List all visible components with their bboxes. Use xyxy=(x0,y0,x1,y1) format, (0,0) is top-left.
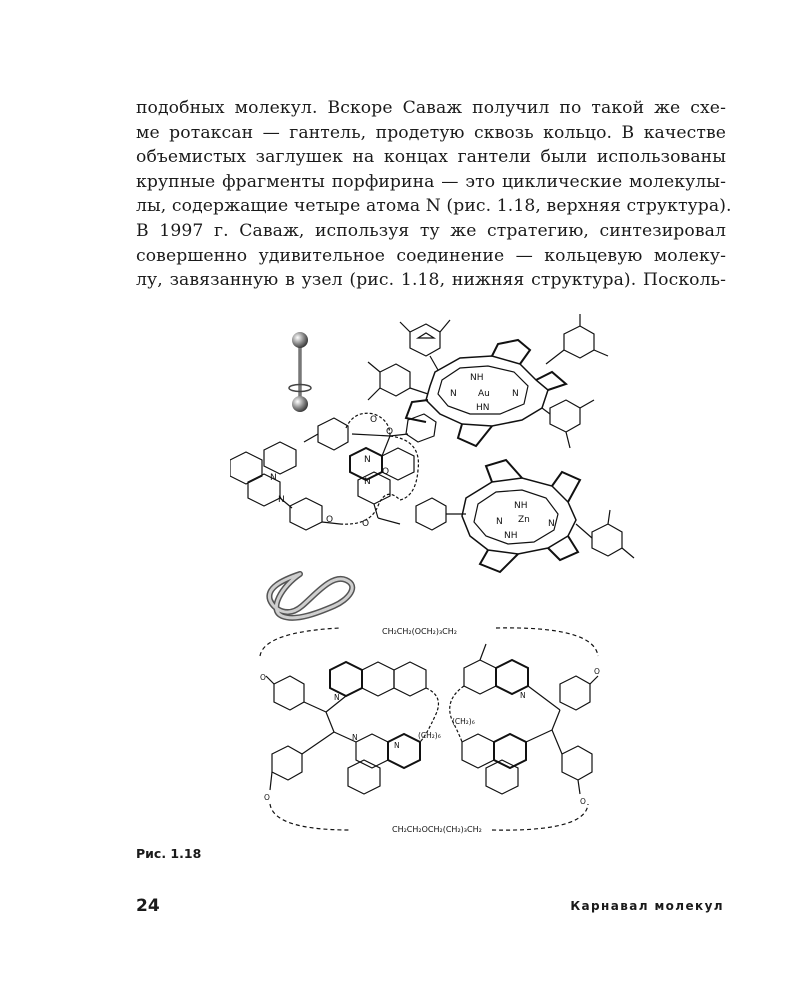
dumbbell-stopper-bottom xyxy=(292,396,308,412)
atom-label: HN xyxy=(476,403,490,413)
dumbbell-stopper-top xyxy=(292,332,308,348)
body-paragraph xyxy=(136,96,732,293)
text-line: ме ротаксан — гантель, продетую сквозь кольцо. В качестве xyxy=(136,122,726,143)
text-line: лы, содержащие четыре атома N (рис. 1.18, верхняя структура). xyxy=(136,196,732,217)
text-line: совершенно удивительное соединение — кольцевую молеку- xyxy=(136,245,726,266)
atom-label: N xyxy=(496,517,503,527)
atom-label: NH xyxy=(514,501,528,511)
atom-label: O xyxy=(594,667,600,676)
top-structure xyxy=(230,314,634,572)
chain-label: CH₂CH₂OCH₂(CH₂)₃CH₂ xyxy=(392,825,482,834)
atom-label: Au xyxy=(478,389,490,399)
knot-structure-labels xyxy=(260,627,600,834)
atom-label: N xyxy=(364,455,371,465)
page-number: 24 xyxy=(136,896,160,916)
figure-caption: Рис. 1.18 xyxy=(136,846,202,861)
text-line: объемистых заглушек на концах гантели были использованы xyxy=(136,147,726,168)
atom-label: O xyxy=(362,519,370,529)
atom-label: N xyxy=(364,477,371,487)
atom-label: O xyxy=(326,515,334,525)
chain-label: (CH₂)₆ xyxy=(418,731,441,740)
atom-label: N xyxy=(334,693,340,702)
atom-label: O xyxy=(264,793,270,802)
atom-label: O xyxy=(580,797,586,806)
knot-structure xyxy=(260,628,598,830)
atom-label: O xyxy=(382,467,390,477)
text-line: подобных молекул. Вскоре Саваж получил по такой же схе- xyxy=(136,98,726,118)
atom-label: O xyxy=(370,415,378,425)
atom-label: N xyxy=(520,691,526,700)
chain-label: (CH₂)₆ xyxy=(452,717,475,726)
trefoil-knot-cartoon xyxy=(269,574,352,618)
atom-label: N xyxy=(352,733,358,742)
atom-label: O xyxy=(260,673,266,682)
atom-label: N xyxy=(394,741,400,750)
atom-label: NH xyxy=(504,531,518,541)
running-head: Карнавал молекул xyxy=(570,899,724,913)
top-structure-labels xyxy=(270,373,555,541)
text-line: лу, завязанную в узел (рис. 1.18, нижняя структура). Посколь- xyxy=(136,270,726,291)
atom-label: O xyxy=(386,427,394,437)
rotaxane-cartoon xyxy=(289,332,311,412)
text-line: В 1997 г. Саваж, используя ту же стратегию, синтезировал xyxy=(136,220,726,241)
atom-label: N xyxy=(278,495,285,505)
atom-label: Zn xyxy=(518,515,530,525)
atom-label: N xyxy=(512,389,519,399)
atom-label: NH xyxy=(470,373,484,383)
figure-1-18 xyxy=(230,310,650,840)
atom-label: N xyxy=(450,389,457,399)
text-line: крупные фрагменты порфирина — это циклические молекулы- xyxy=(136,171,726,192)
atom-label: N xyxy=(270,473,277,483)
chain-label: CH₂CH₂(OCH₂)₃CH₂ xyxy=(382,627,457,636)
atom-label: N xyxy=(548,519,555,529)
